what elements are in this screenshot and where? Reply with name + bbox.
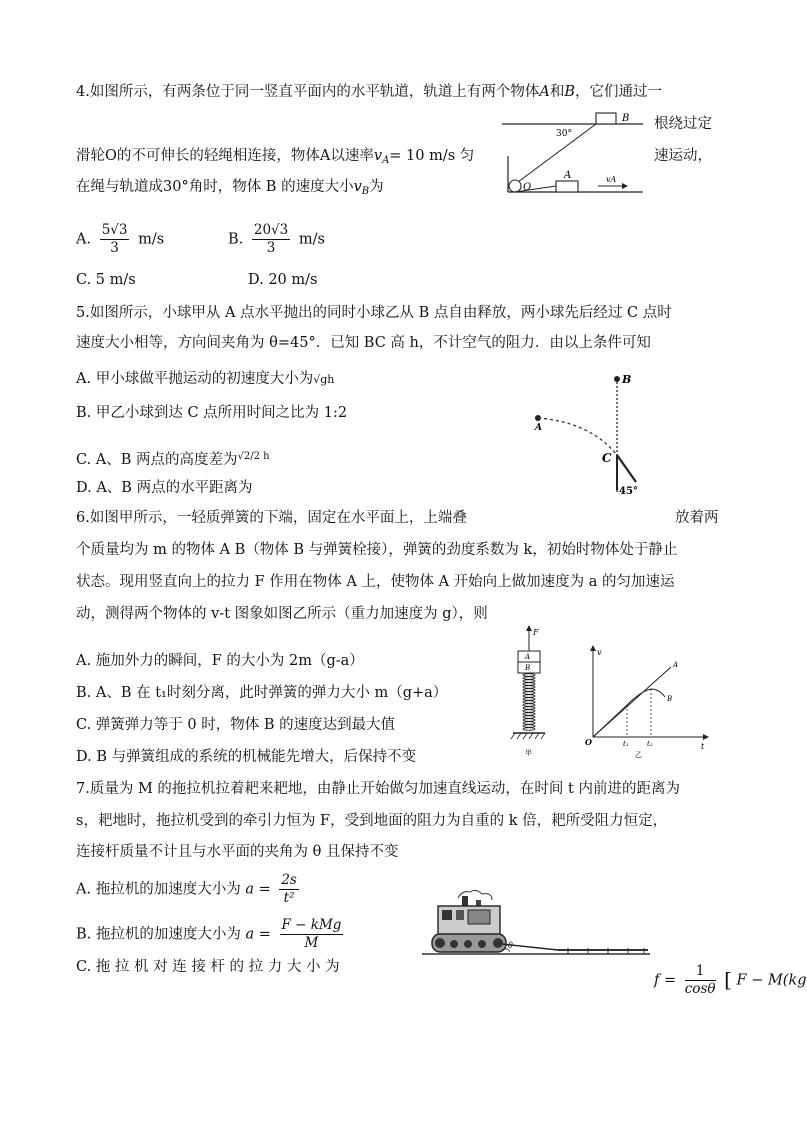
q4-fig-label-A: A xyxy=(564,170,572,181)
q6-fig-label-t: t xyxy=(701,742,705,751)
q6-option-d[interactable]: D. B 与弹簧组成的系统的机械能先增大，后保持不变 xyxy=(76,749,417,765)
spring-coil xyxy=(523,698,535,701)
q4-option-d[interactable]: D. 20 m/s xyxy=(248,272,318,288)
q6-option-b[interactable]: B. A、B 在 t₁时刻分离，此时弹簧的弹力大小 m（g+a） xyxy=(76,685,448,701)
spring-coil xyxy=(523,680,535,683)
q5-line2: 速度大小相等，方向间夹角为 θ=45°．已知 BC 高 h，不计空气的阻力．由以上条件可知 xyxy=(76,335,651,351)
q7-fig-theta: θ xyxy=(508,941,513,950)
q4-line2-right: 根绕过定 xyxy=(654,116,712,132)
q4-figure xyxy=(500,108,645,206)
q6-option-a[interactable]: A. 施加外力的瞬间，F 的大小为 2m（g-a） xyxy=(76,653,364,669)
q4-option-b-fraction: $\frac{20√3}{3}$ xyxy=(253,222,289,256)
q5-fig-label-C: C xyxy=(602,451,612,465)
q4-fig-label-vA: vA xyxy=(606,175,617,184)
q6-fig-line-label-A: A xyxy=(673,661,679,669)
q6-line2: 个质量均为 m 的物体 A B（物体 B 与弹簧栓接），弹簧的劲度系数为 k，初始时物体处于静止 xyxy=(76,542,678,558)
q6-spring xyxy=(523,674,535,731)
q6-fig-line-label-B: B xyxy=(667,695,673,703)
q6-fig-label-yi: 乙 xyxy=(635,751,642,759)
q4-line3-right: 速运动， xyxy=(654,148,712,164)
q6-fig-label-F: F xyxy=(533,628,539,637)
spring-coil xyxy=(523,719,535,722)
spring-coil xyxy=(523,725,535,728)
q5-fig-angle: 45° xyxy=(619,486,638,497)
q6-fig-label-t2: t₂ xyxy=(647,740,653,748)
spring-coil xyxy=(523,701,535,704)
q6-option-c[interactable]: C. 弹簧弹力等于 0 时，物体 B 的速度达到最大值 xyxy=(76,717,396,733)
q5-figure xyxy=(530,370,650,498)
spring-coil xyxy=(523,677,535,680)
q4-line4: 在绳与轨道成30°角时，物体 B 的速度大小$v_B$为 xyxy=(76,179,384,197)
q4-fig-label-O: O xyxy=(523,182,532,193)
q7-line3: 连接杆质量不计且与水平面的夹角为 θ 且保持不变 xyxy=(76,844,399,860)
spring-coil xyxy=(523,728,535,731)
q4-option-c[interactable]: C. 5 m/s xyxy=(76,272,136,288)
spring-coil xyxy=(523,692,535,695)
q4-option-a-fraction: $\frac{5√3}{3}$ xyxy=(101,222,128,256)
q5-fig-label-A: A xyxy=(535,423,542,433)
q7-option-c-fraction: $\frac{1}{\cos\theta}$ xyxy=(684,963,716,997)
q7-option-a-fraction: $\frac{2s}{\text{t²}}$ xyxy=(281,872,297,906)
q6-fig-label-v: v xyxy=(597,648,602,657)
q7-option-c[interactable]: C. 拖 拉 机 对 连 接 杆 的 拉 力 大 小 为 xyxy=(76,959,340,975)
spring-coil xyxy=(523,683,535,686)
q4-line3: 滑轮O的不可伸长的轻绳相连接，物体A以速率$v_A= 10$ m/s 匀 xyxy=(76,148,475,166)
q4-option-a[interactable]: A. $\frac{5√3}{3}$ m/s xyxy=(76,222,165,256)
spring-coil xyxy=(523,710,535,713)
q4-fig-angle: 30° xyxy=(556,129,572,139)
q6-line4: 动，测得两个物体的 v-t 图象如图乙所示（重力加速度为 g），则 xyxy=(76,606,488,622)
q6-fig-label-jia: 甲 xyxy=(525,749,532,757)
spring-coil xyxy=(523,716,535,719)
q6-figure-jia xyxy=(505,625,553,760)
q7-option-b-fraction: $\frac{\text{F − kMg}}{M}$ xyxy=(281,917,342,951)
q5-line1: 5.如图所示，小球甲从 A 点水平抛出的同时小球乙从 B 点自由释放，两小球先后经过 C 点时 xyxy=(76,305,672,321)
q7-option-b[interactable]: B. 拖拉机的加速度大小为 a = $\frac{\text{F − kMg}}{M}$ xyxy=(76,917,342,951)
q6-line1: 6.如图甲所示，一轻质弹簧的下端，固定在水平面上，上端叠 xyxy=(76,510,467,526)
spring-coil xyxy=(523,695,535,698)
q6-fig-label-A: A xyxy=(525,653,531,661)
spring-coil xyxy=(523,674,535,677)
q6-fig-label-t1: t₁ xyxy=(623,740,629,748)
q5-option-a[interactable]: A. 甲小球做平抛运动的初速度大小为√gh xyxy=(76,371,335,387)
q7-tractor-figure xyxy=(418,890,654,970)
q6-line1-right: 放着两 xyxy=(675,510,719,526)
q6-line3: 状态。现用竖直向上的拉力 F 作用在物体 A 上，使物体 A 开始向上做加速度为 a 的匀加速运 xyxy=(76,574,675,590)
q5-option-c[interactable]: C. A、B 两点的高度差为$^{√2/2 h}$ xyxy=(76,451,270,468)
spring-coil xyxy=(523,707,535,710)
spring-coil xyxy=(523,713,535,716)
q7-line2: s，耙地时，拖拉机受到的牵引力恒为 F，受到地面的阻力为自重的 k 倍，耙所受阻力恒定， xyxy=(76,813,668,829)
q5-fig-label-B: B xyxy=(622,373,632,386)
q4-fig-label-B: B xyxy=(622,113,630,124)
spring-coil xyxy=(523,722,535,725)
q5-option-b[interactable]: B. 甲乙小球到达 C 点所用时间之比为 1:2 xyxy=(76,405,348,421)
spring-coil xyxy=(523,689,535,692)
spring-coil xyxy=(523,686,535,689)
q7-option-a[interactable]: A. 拖拉机的加速度大小为 a = $\frac{2s}{\text{t²}}$ xyxy=(76,872,297,906)
q6-fig-label-B: B xyxy=(525,664,531,672)
q4-line1: 4.如图所示，有两条位于同一竖直平面内的水平轨道，轨道上有两个物体A和B，它们通过一 xyxy=(76,84,662,100)
q7-option-c-formula: f = $\frac{1}{\cos\theta}$ [ F − M(kg xyxy=(654,963,807,997)
q7-line1: 7.质量为 M 的拖拉机拉着耙来耙地，由静止开始做匀加速直线运动，在时间 t 内前进的距离为 xyxy=(76,781,680,797)
q4-option-b[interactable]: B. $\frac{20√3}{3}$ m/s xyxy=(228,222,325,256)
q6-figure-yi xyxy=(585,645,710,757)
q5-option-d[interactable]: D. A、B 两点的水平距离为 xyxy=(76,480,253,496)
spring-coil xyxy=(523,704,535,707)
q6-fig-label-O: O xyxy=(585,737,592,747)
